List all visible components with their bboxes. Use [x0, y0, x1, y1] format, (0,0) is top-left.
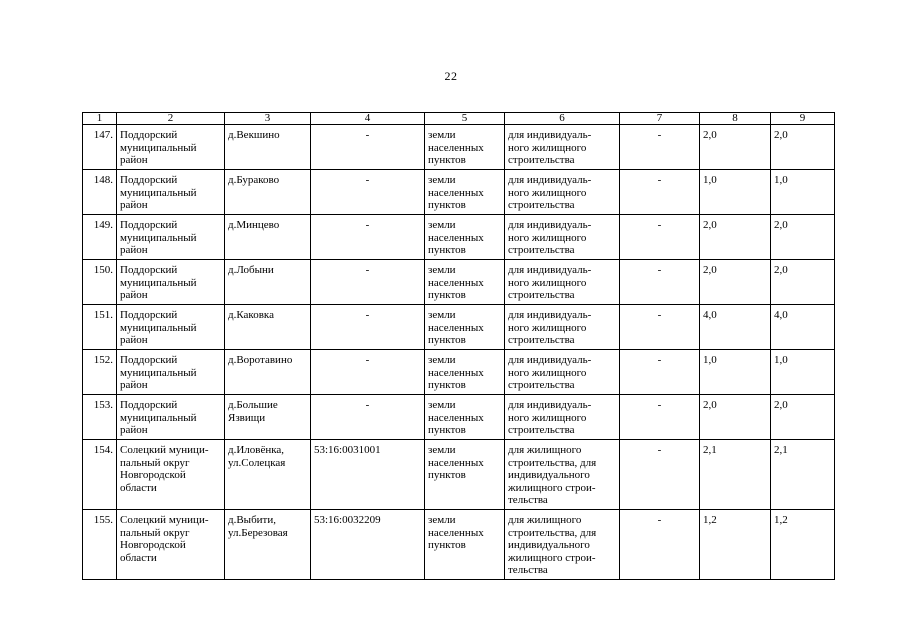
header-cell-1: 1: [83, 113, 117, 125]
locality-cell-line: ул.Солецкая: [228, 456, 286, 469]
cadastral-cell: -: [311, 395, 425, 440]
permitted-use-cell: [505, 395, 620, 440]
cadastral-cell: -: [311, 305, 425, 350]
land-category-cell-line: пунктов: [428, 469, 466, 481]
permitted-use-cell-line: ного жилищного: [508, 141, 587, 154]
header-cell-5: 5: [425, 113, 505, 125]
district-cell-line: район: [120, 424, 148, 436]
district-cell-line: муниципальный: [120, 186, 197, 199]
land-category-cell-line: земли: [428, 309, 456, 321]
table-row: [83, 215, 835, 260]
locality-cell: [225, 215, 311, 260]
table-row: [83, 125, 835, 170]
land-category-cell-line: населенных: [428, 456, 484, 469]
district-cell-line: области: [120, 481, 157, 494]
district-cell: [117, 305, 225, 350]
district-cell-line: Солецкий муници-: [120, 444, 209, 456]
row-number: 150.: [83, 260, 117, 305]
land-category-cell-line: земли: [428, 514, 456, 526]
land-category-cell-line: земли: [428, 174, 456, 186]
locality-cell: [225, 170, 311, 215]
permitted-use-cell-line: ного жилищного: [508, 411, 587, 424]
col8-cell: 1,0: [700, 350, 771, 395]
district-cell-line: муниципальный: [120, 366, 197, 379]
col8-cell: 2,0: [700, 260, 771, 305]
district-cell: [117, 215, 225, 260]
permitted-use-cell-line: индивидуального: [508, 469, 590, 481]
permitted-use-cell-line: ного жилищного: [508, 231, 587, 244]
district-cell-line: муниципальный: [120, 231, 197, 244]
col7-cell: -: [620, 350, 700, 395]
permitted-use-cell-line: ного жилищного: [508, 276, 587, 289]
locality-cell-line: д.Большие: [228, 399, 278, 411]
land-category-cell-line: пунктов: [428, 199, 466, 211]
permitted-use-cell: [505, 170, 620, 215]
permitted-use-cell-line: для индивидуаль-: [508, 219, 592, 231]
locality-cell: [225, 260, 311, 305]
cadastral-cell: -: [311, 170, 425, 215]
district-cell-line: Поддорский: [120, 399, 178, 411]
district-cell-line: район: [120, 379, 148, 391]
land-category-cell-line: земли: [428, 264, 456, 276]
permitted-use-cell-line: жилищного строи-: [508, 551, 596, 564]
locality-cell: [225, 350, 311, 395]
land-category-cell-line: населенных: [428, 141, 484, 154]
land-category-cell-line: населенных: [428, 526, 484, 539]
permitted-use-cell: [505, 350, 620, 395]
col9-cell: 1,2: [771, 510, 835, 580]
col9-cell: 2,0: [771, 260, 835, 305]
col8-cell: 2,1: [700, 440, 771, 510]
row-number: 151.: [83, 305, 117, 350]
land-category-cell: [425, 510, 505, 580]
locality-cell-line: д.Каковка: [228, 309, 274, 321]
land-category-cell-line: пунктов: [428, 424, 466, 436]
district-cell-line: области: [120, 551, 157, 564]
district-cell: [117, 260, 225, 305]
permitted-use-cell-line: строительства: [508, 424, 575, 436]
permitted-use-cell-line: индивидуального: [508, 539, 590, 551]
locality-cell-line: д.Минцево: [228, 219, 280, 231]
table-row: [83, 170, 835, 215]
permitted-use-cell-line: строительства: [508, 244, 575, 256]
land-category-cell: [425, 350, 505, 395]
district-cell-line: муниципальный: [120, 411, 197, 424]
land-category-cell-line: пунктов: [428, 289, 466, 301]
col7-cell: -: [620, 125, 700, 170]
permitted-use-cell-line: строительства: [508, 379, 575, 391]
permitted-use-cell-line: тельства: [508, 494, 548, 506]
land-plots-table: [82, 112, 835, 580]
district-cell: [117, 170, 225, 215]
permitted-use-cell-line: для индивидуаль-: [508, 129, 592, 141]
district-cell-line: пальный округ: [120, 526, 190, 539]
permitted-use-cell-line: тельства: [508, 564, 548, 576]
land-category-cell-line: пунктов: [428, 244, 466, 256]
col7-cell: -: [620, 170, 700, 215]
col8-cell: 1,2: [700, 510, 771, 580]
district-cell-line: район: [120, 154, 148, 166]
permitted-use-cell: [505, 215, 620, 260]
permitted-use-cell-line: для жилищного: [508, 444, 582, 456]
locality-cell-line: д.Выбити,: [228, 514, 277, 526]
locality-cell-line: д.Иловёнка,: [228, 444, 285, 456]
district-cell: [117, 125, 225, 170]
land-category-cell: [425, 260, 505, 305]
permitted-use-cell: [505, 510, 620, 580]
col8-cell: 2,0: [700, 395, 771, 440]
permitted-use-cell-line: ного жилищного: [508, 321, 587, 334]
permitted-use-cell-line: строительства: [508, 199, 575, 211]
cadastral-cell: 53:16:0032209: [311, 510, 425, 580]
permitted-use-cell-line: ного жилищного: [508, 366, 587, 379]
permitted-use-cell: [505, 440, 620, 510]
district-cell-line: Новгородской: [120, 539, 186, 551]
district-cell-line: Поддорский: [120, 129, 178, 141]
permitted-use-cell-line: строительства, для: [508, 526, 597, 539]
district-cell-line: Поддорский: [120, 264, 178, 276]
locality-cell-line: ул.Березовая: [228, 526, 288, 539]
col8-cell: 1,0: [700, 170, 771, 215]
table-row: [83, 305, 835, 350]
permitted-use-cell: [505, 260, 620, 305]
permitted-use-cell-line: для индивидуаль-: [508, 174, 592, 186]
cadastral-cell: -: [311, 350, 425, 395]
col7-cell: -: [620, 440, 700, 510]
locality-cell: [225, 305, 311, 350]
col8-cell: 4,0: [700, 305, 771, 350]
col8-cell: 2,0: [700, 215, 771, 260]
district-cell-line: район: [120, 244, 148, 256]
row-number: 147.: [83, 125, 117, 170]
permitted-use-cell-line: жилищного строи-: [508, 481, 596, 494]
col7-cell: -: [620, 510, 700, 580]
land-category-cell-line: населенных: [428, 366, 484, 379]
cadastral-cell: -: [311, 125, 425, 170]
col7-cell: -: [620, 395, 700, 440]
district-cell-line: район: [120, 199, 148, 211]
permitted-use-cell-line: для индивидуаль-: [508, 264, 592, 276]
land-category-cell-line: пунктов: [428, 539, 466, 551]
header-cell-7: 7: [620, 113, 700, 125]
locality-cell: [225, 510, 311, 580]
locality-cell-line: д.Бураково: [228, 174, 280, 186]
permitted-use-cell-line: строительства: [508, 334, 575, 346]
permitted-use-cell-line: для индивидуаль-: [508, 354, 592, 366]
locality-cell: [225, 125, 311, 170]
permitted-use-cell-line: для жилищного: [508, 514, 582, 526]
land-category-cell-line: пунктов: [428, 334, 466, 346]
table-row: [83, 440, 835, 510]
col9-cell: 2,1: [771, 440, 835, 510]
permitted-use-cell-line: для индивидуаль-: [508, 309, 592, 321]
permitted-use-cell-line: строительства: [508, 289, 575, 301]
cadastral-cell: -: [311, 215, 425, 260]
locality-cell-line: д.Векшино: [228, 129, 280, 141]
header-cell-4: 4: [311, 113, 425, 125]
permitted-use-cell-line: ного жилищного: [508, 186, 587, 199]
permitted-use-cell-line: строительства, для: [508, 456, 597, 469]
land-category-cell-line: населенных: [428, 321, 484, 334]
cadastral-cell: 53:16:0031001: [311, 440, 425, 510]
district-cell-line: район: [120, 289, 148, 301]
permitted-use-cell-line: строительства: [508, 154, 575, 166]
row-number: 148.: [83, 170, 117, 215]
district-cell-line: муниципальный: [120, 141, 197, 154]
land-category-cell: [425, 440, 505, 510]
land-category-cell-line: населенных: [428, 231, 484, 244]
row-number: 149.: [83, 215, 117, 260]
land-category-cell: [425, 305, 505, 350]
permitted-use-cell-line: для индивидуаль-: [508, 399, 592, 411]
district-cell-line: муниципальный: [120, 276, 197, 289]
land-category-cell-line: земли: [428, 444, 456, 456]
land-category-cell-line: земли: [428, 399, 456, 411]
locality-cell-line: д.Лобыни: [228, 264, 274, 276]
district-cell-line: муниципальный: [120, 321, 197, 334]
land-category-cell-line: земли: [428, 354, 456, 366]
land-category-cell: [425, 125, 505, 170]
col9-cell: 1,0: [771, 170, 835, 215]
row-number: 155.: [83, 510, 117, 580]
district-cell-line: пальный округ: [120, 456, 190, 469]
header-cell-9: 9: [771, 113, 835, 125]
district-cell-line: район: [120, 334, 148, 346]
permitted-use-cell: [505, 125, 620, 170]
land-category-cell-line: пунктов: [428, 154, 466, 166]
land-category-cell-line: пунктов: [428, 379, 466, 391]
land-category-cell-line: населенных: [428, 411, 484, 424]
land-category-cell-line: населенных: [428, 186, 484, 199]
col7-cell: -: [620, 215, 700, 260]
row-number: 152.: [83, 350, 117, 395]
header-cell-3: 3: [225, 113, 311, 125]
table-header-row: [83, 113, 835, 125]
col9-cell: 2,0: [771, 395, 835, 440]
district-cell-line: Поддорский: [120, 354, 178, 366]
locality-cell: [225, 440, 311, 510]
col7-cell: -: [620, 260, 700, 305]
locality-cell-line: д.Воротавино: [228, 354, 293, 366]
table-row: [83, 510, 835, 580]
permitted-use-cell: [505, 305, 620, 350]
district-cell-line: Поддорский: [120, 309, 178, 321]
district-cell-line: Поддорский: [120, 219, 178, 231]
row-number: 154.: [83, 440, 117, 510]
locality-cell: [225, 395, 311, 440]
table-row: [83, 350, 835, 395]
district-cell-line: Поддорский: [120, 174, 178, 186]
col9-cell: 4,0: [771, 305, 835, 350]
land-category-cell-line: земли: [428, 219, 456, 231]
row-number: 153.: [83, 395, 117, 440]
land-category-cell: [425, 170, 505, 215]
header-cell-2: 2: [117, 113, 225, 125]
header-cell-8: 8: [700, 113, 771, 125]
district-cell: [117, 350, 225, 395]
district-cell: [117, 510, 225, 580]
cadastral-cell: -: [311, 260, 425, 305]
land-category-cell-line: земли: [428, 129, 456, 141]
locality-cell-line: Язвищи: [228, 411, 266, 424]
land-category-cell: [425, 215, 505, 260]
header-cell-6: 6: [505, 113, 620, 125]
district-cell: [117, 440, 225, 510]
land-category-cell-line: населенных: [428, 276, 484, 289]
table-row: [83, 260, 835, 305]
district-cell-line: Новгородской: [120, 469, 186, 481]
col9-cell: 2,0: [771, 215, 835, 260]
col7-cell: -: [620, 305, 700, 350]
land-category-cell: [425, 395, 505, 440]
table-row: [83, 395, 835, 440]
col8-cell: 2,0: [700, 125, 771, 170]
district-cell: [117, 395, 225, 440]
district-cell-line: Солецкий муници-: [120, 514, 209, 526]
page-number: 22: [444, 69, 458, 83]
col9-cell: 2,0: [771, 125, 835, 170]
col9-cell: 1,0: [771, 350, 835, 395]
